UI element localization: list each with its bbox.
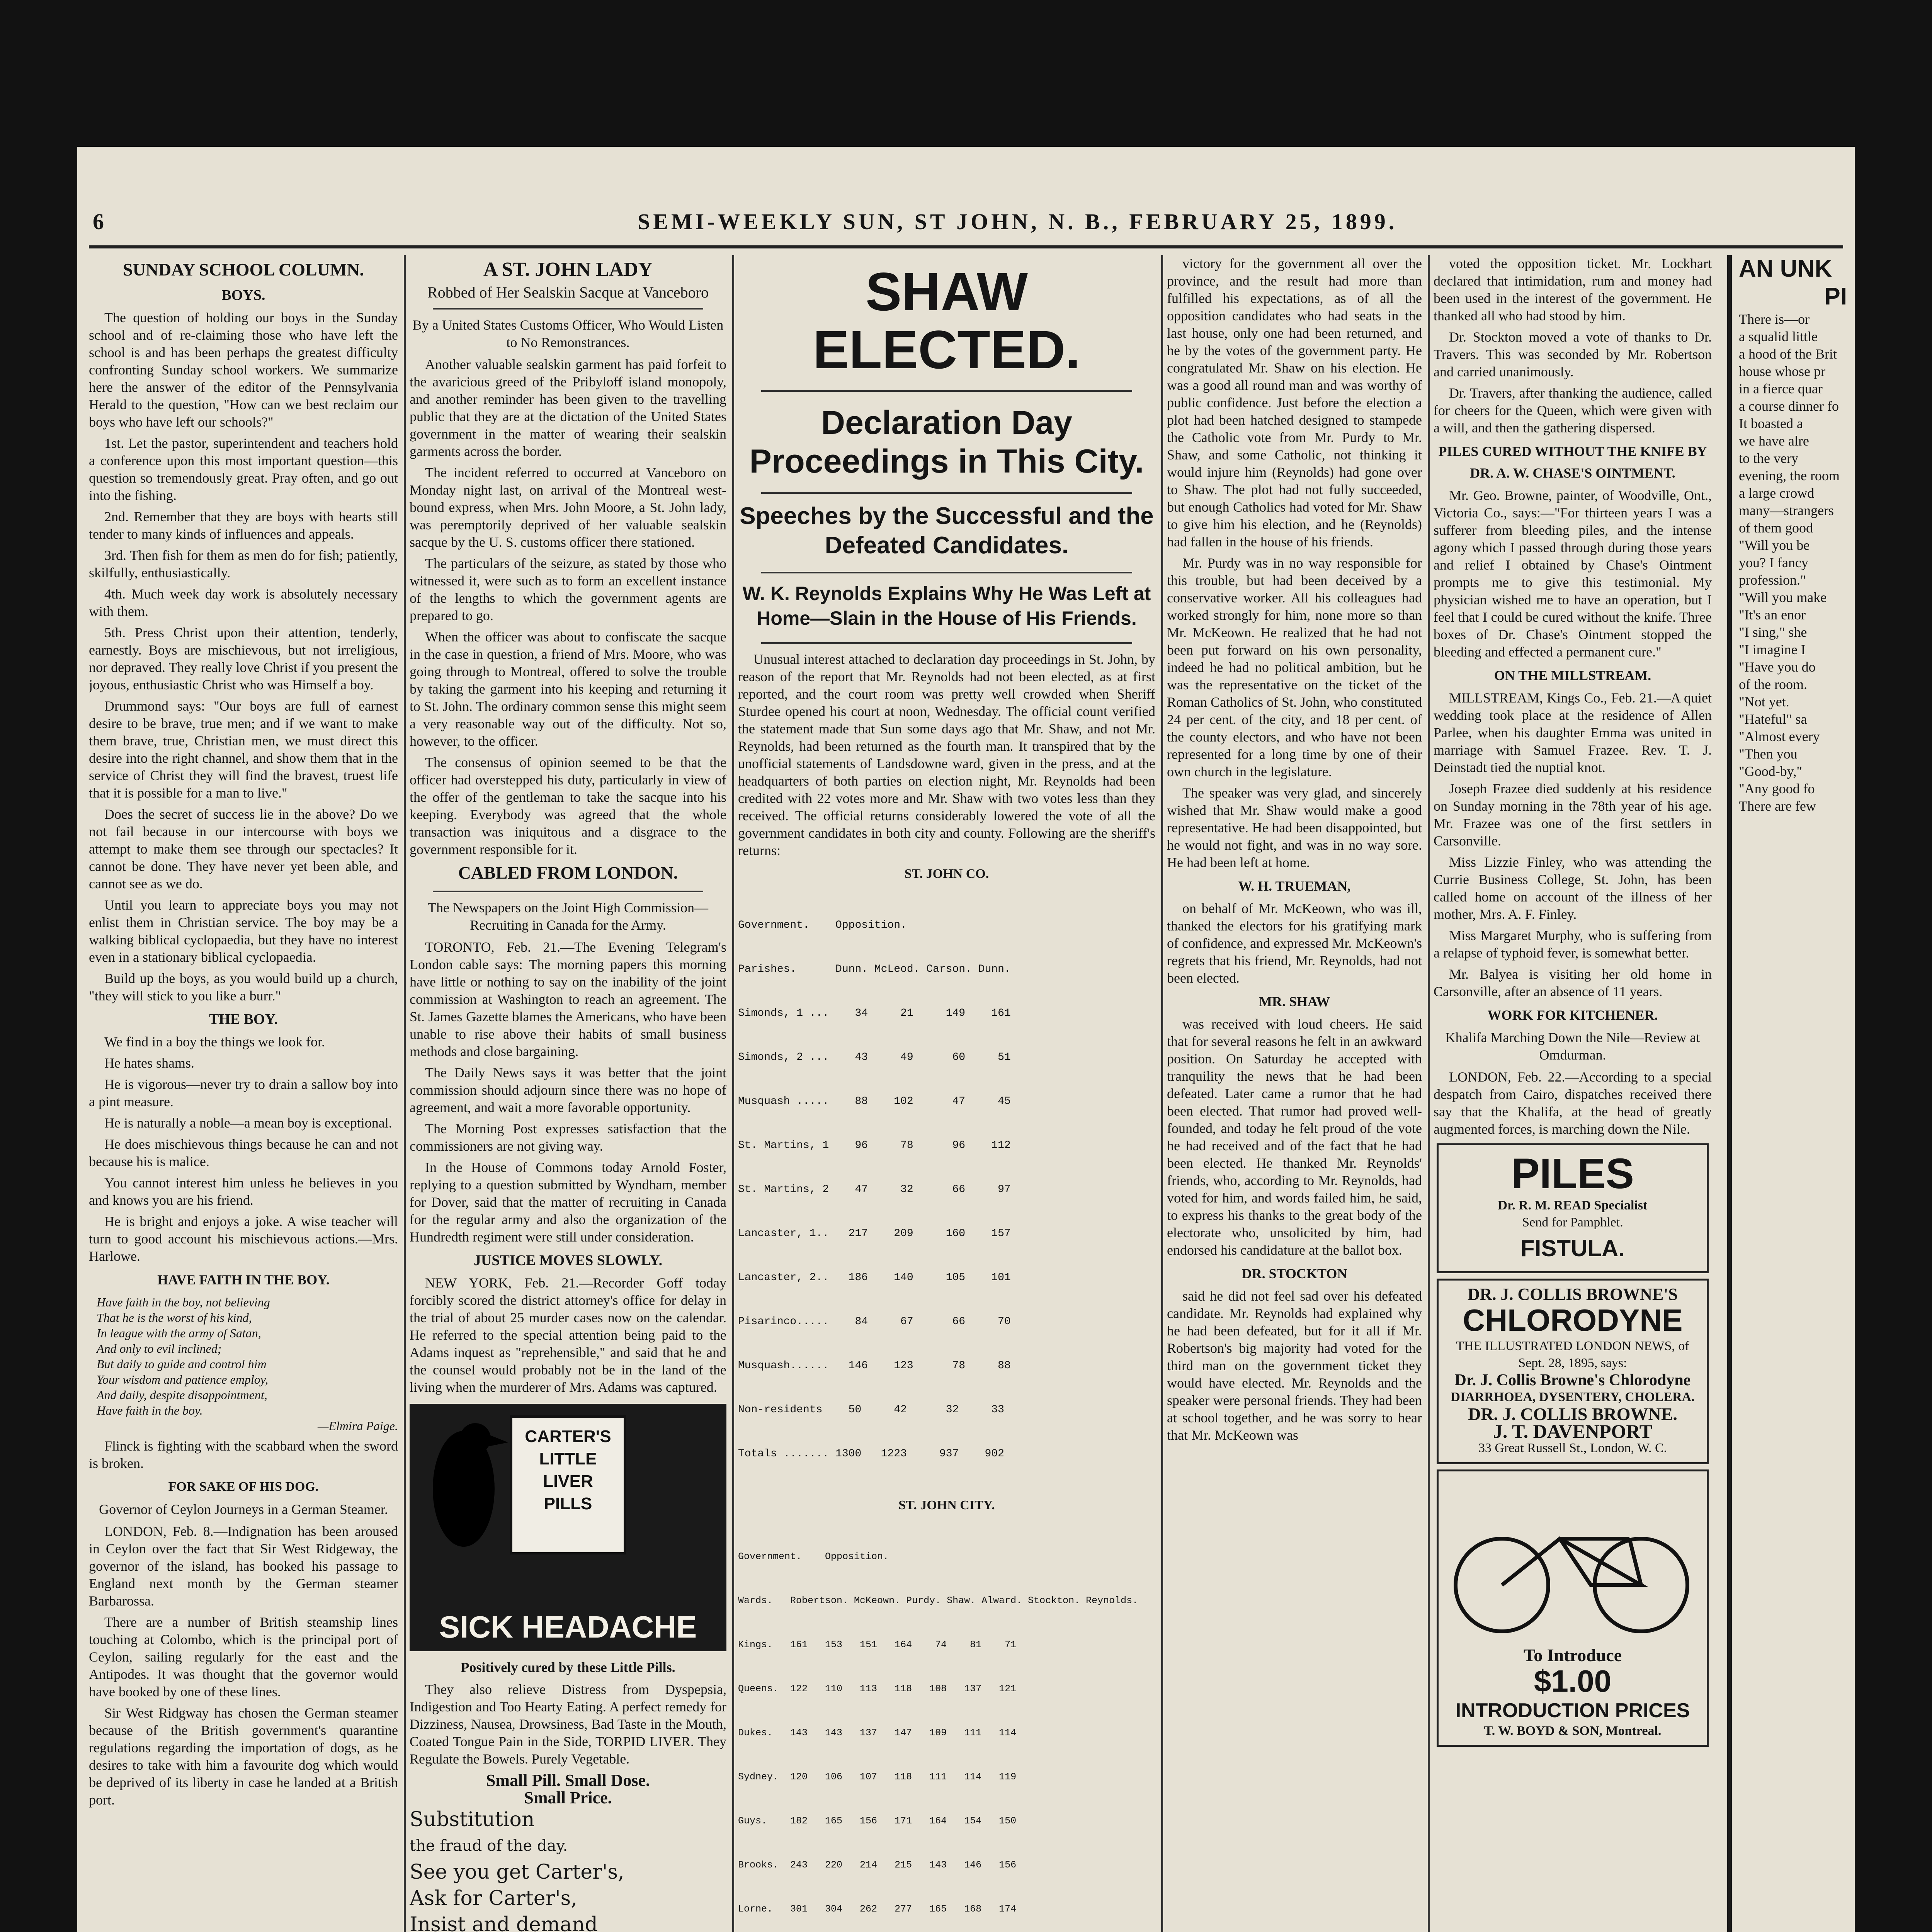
boys-paragraphs xyxy=(89,309,398,1005)
newspaper-page xyxy=(77,147,1855,1932)
paragraph: LONDON, Feb. 22.—According to a special despatch from Cairo, dispatches received there say that the Khalifa, at the head of greatly augmented forces, is marching down the Nile. xyxy=(1434,1069,1712,1137)
table-header: Parishes. Dunn. McLeod. Carson. Dunn. xyxy=(738,963,1011,975)
right-line: to the very xyxy=(1739,451,1798,466)
paragraph-flinck: Flinck is fighting with the scabbard when the sword is broken. xyxy=(89,1438,398,1471)
poem-line: Have faith in the boy. xyxy=(97,1403,203,1417)
carters-body: They also relieve Distress from Dyspepsia, Indigestion and Too Hearty Eating. A perfect remedy for Dizziness, Nausea, Drowsiness, Bad Taste in the Mouth, Coated Tongue Pain in the Side, TORPID LIVER. They Regulate the Bowels. Purely Vegetable. xyxy=(410,1682,726,1767)
paragraph: Dr. Stockton moved a vote of thanks to Dr. Travers. This was seconded by Mr. Robertson and carried unanimously. xyxy=(1434,329,1712,379)
right-line: "Good-by," xyxy=(1739,764,1803,779)
paragraph: Dr. Travers, after thanking the audience, called for cheers for the Queen, which were given with a will, and then the gathering dispersed. xyxy=(1434,385,1712,435)
right-line: "I imagine I xyxy=(1739,642,1806,657)
paragraph: He hates shams. xyxy=(104,1055,194,1071)
carters-box xyxy=(510,1415,626,1554)
chlorodyne-l6: DR. J. COLLIS BROWNE. xyxy=(1468,1404,1677,1424)
heading-shaw: MR. SHAW xyxy=(1259,994,1330,1009)
poem-line: But daily to guide and control him xyxy=(97,1357,267,1371)
deck-speeches: Speeches by the Successful and the Defeated Candidates. xyxy=(740,503,1154,559)
heading-city: ST. JOHN CITY. xyxy=(898,1498,995,1512)
paragraph: When the officer was about to confiscate the sacque in the case in question, a friend of Mrs. Moore, who was going through to Montreal, offered to solve the trouble by taking the garment into his keeping and returning it to St. John. The ordinary common sense this might seem a very reasonable way out of the difficulty. Not so, however, to the officer. xyxy=(410,629,726,749)
poem-author: —Elmira Paige. xyxy=(318,1419,398,1433)
chlorodyne-l1: DR. J. COLLIS BROWNE'S xyxy=(1467,1285,1678,1304)
paragraph: on behalf of Mr. McKeown, who was ill, thanked the electors for his gratifying mark of confidence, and expressed Mr. McKeown's regrets that his friend, Mr. Reynolds, had not been elected. xyxy=(1167,901,1422,986)
divider xyxy=(761,572,1132,573)
carters-mid: LITTLE xyxy=(539,1449,597,1468)
paragraph: The Morning Post expresses satisfaction that the commissioners are not giving way. xyxy=(410,1121,726,1154)
paragraph: In the House of Commons today Arnold Foster, replying to a question submitted by Wyndham, member for Dover, said that the matter of recruiting in Canada for the regular army and also the organization of the Hundredth regiment were still under consideration. xyxy=(410,1160,726,1245)
table-row: Dukes. 143 143 137 147 109 111 114 xyxy=(738,1727,1017,1738)
page-number: 6 xyxy=(93,209,104,234)
carters-top: CARTER'S xyxy=(525,1427,611,1446)
right-line: we have alre xyxy=(1739,433,1809,449)
chlorodyne-l8: 33 Great Russell St., London, W. C. xyxy=(1478,1441,1667,1455)
right-line: a course dinner fo xyxy=(1739,398,1839,414)
paragraph: TORONTO, Feb. 21.—The Evening Telegram's London cable says: The morning papers this morning have little or nothing to say on the inability of the joint commission at Washington to reach an agreement. The St. James Gazette blames the Americans, who have been unable to rise above their habits of small business methods and close bargaining. xyxy=(410,939,726,1059)
poem-line: And daily, despite disappointment, xyxy=(97,1388,267,1402)
paragraph: The Daily News says it was better that the joint commission should adjourn since there was no hope of agreement, and wait a more favorable opportunity. xyxy=(410,1065,726,1115)
right-line: "Will you be xyxy=(1739,537,1810,553)
paragraph: LONDON, Feb. 8.—Indignation has been aroused in Ceylon over the fact that Sir West Ridgeway, the governor of the island, has booked his passage to England next month by the German steamer Barbarossa. xyxy=(89,1524,398,1609)
substitution-line: the fraud of the day. xyxy=(410,1837,568,1855)
right-line: you? I fancy xyxy=(1739,555,1808,570)
subheading-kitchener: Khalifa Marching Down the Nile—Review at Omdurman. xyxy=(1445,1030,1700,1063)
right-line: of them good xyxy=(1739,520,1813,536)
masthead-rule xyxy=(89,245,1843,248)
carters-small xyxy=(410,1772,726,1806)
paragraph: 1st. Let the pastor, superintendent and teachers hold a conference upon this most important question—this question so tremendously great. Pray often, and go out into the fishing. xyxy=(89,435,398,503)
page-gutter xyxy=(1727,255,1732,1932)
paragraph: The particulars of the seizure, as stated by those who witnessed it, were such as to form an excellent instance of the lengths to which the government agents are prepared to go. xyxy=(410,556,726,623)
right-page-fragment xyxy=(1739,255,1847,1932)
paragraph: The incident referred to occurred at Vanceboro on Monday night last, on arrival of the Montreal west-bound express, when Mrs. John Moore, a St. John lady, was peremptorily deprived of her valuable sealskin sacque by the U. S. customs officer there stationed. xyxy=(410,465,726,550)
carters-bot: PILLS xyxy=(544,1494,592,1513)
paragraph: voted the opposition ticket. Mr. Lockhart declared that intimidation, rum and money had been used in the interest of the government. He thanked all who had stood by him. xyxy=(1434,256,1712,323)
carters-small1: Small Pill. xyxy=(486,1771,561,1790)
sick-headache-title: SICK HEADACHE xyxy=(439,1610,697,1644)
carters-mid2: LIVER xyxy=(543,1472,593,1491)
heading-st-john-lady: A ST. JOHN LADY xyxy=(483,259,653,281)
piles-fistula: FISTULA. xyxy=(1520,1235,1625,1261)
table-row: St. Martins, 2 47 32 66 97 xyxy=(738,1184,1011,1196)
poem-line: Have faith in the boy, not believing xyxy=(97,1295,270,1309)
carters-small2: Small Dose. xyxy=(565,1771,650,1790)
paragraph: said he did not feel sad over his defeated candidate. Mr. Reynolds had explained why he had been defeated, but for it all if Mr. Robertson's big majority had voted for the third man on the government ticket they would have elected. Mr. Reynolds and the speaker were personal friends. They had been at school together, and he was sorry to hear that Mr. McKeown was xyxy=(1167,1288,1422,1443)
paragraph: 3rd. Then fish for them as men do for fish; patiently, skilfully, enthusiastically. xyxy=(89,548,398,580)
table-row: Brooks. 243 220 214 215 143 146 156 xyxy=(738,1859,1017,1871)
paragraph: Miss Lizzie Finley, who was attending the Currie Business College, St. John, has been called home on account of the illness of her mother, Mrs. A. F. Finley. xyxy=(1434,854,1712,922)
table-row: Pisarinco..... 84 67 66 70 xyxy=(738,1316,1011,1328)
county-returns-table xyxy=(738,889,1155,1491)
table-row: St. Martins, 1 96 78 96 112 xyxy=(738,1139,1011,1151)
table-row: Musquash...... 146 123 78 88 xyxy=(738,1360,1011,1372)
bicycle-l1: To Introduce xyxy=(1523,1645,1622,1665)
crow-icon xyxy=(417,1412,510,1574)
table-row: Simonds, 2 ... 43 49 60 51 xyxy=(738,1051,1011,1063)
bicycle-illustration xyxy=(1444,1481,1701,1643)
paragraph: The question of holding our boys in the Sunday school and of re-claiming those who have left the school is and has been perhaps the greatest difficulty confronting Sunday school workers. We summarize here the answer of the editor of the Pennsylvania Herald to the question, "How can we best reclaim our boys who have left our schools?" xyxy=(89,310,398,430)
paragraph: He is vigorous—never try to drain a sallow boy into a pint measure. xyxy=(89,1077,398,1109)
table-row: Sydney. 120 106 107 118 111 114 119 xyxy=(738,1771,1017,1782)
table-row: Musquash ..... 88 102 47 45 xyxy=(738,1095,1011,1107)
paragraph: 2nd. Remember that they are boys with hearts still tender to many kinds of influences and appeals. xyxy=(89,509,398,542)
deck-declaration-day: Declaration Day Proceedings in This City. xyxy=(749,404,1144,480)
paragraph: 5th. Press Christ upon their attention, tenderly, earnestly. Boys are mischievous, but not irreligious, nor depraved. They really love Christ if you present the joyous, enthusiastic Christ who was Himself a boy. xyxy=(89,625,398,692)
table-row: Lancaster, 2.. 186 140 105 101 xyxy=(738,1272,1011,1284)
subheading-dog: Governor of Ceylon Journeys in a German Steamer. xyxy=(99,1502,388,1517)
column-local-news xyxy=(1434,255,1712,1932)
paragraph: 4th. Much week day work is absolutely necessary with them. xyxy=(89,586,398,619)
heading-stockton: DR. STOCKTON xyxy=(1242,1266,1347,1281)
chlorodyne-l4: Dr. J. Collis Browne's Chlorodyne xyxy=(1454,1371,1691,1389)
paragraph: Until you learn to appreciate boys you may not enlist them in Christian service. The boy may be a walking biblical cyclopaedia, but they have no interest even in a stationary biblical cyclopaedia. xyxy=(89,897,398,965)
right-heading: AN UNK xyxy=(1739,255,1832,282)
piles-sub: Send for Pamphlet. xyxy=(1522,1215,1623,1230)
heading-have-faith: HAVE FAITH IN THE BOY. xyxy=(157,1272,330,1287)
paragraph: Miss Margaret Murphy, who is suffering from a relapse of typhoid fever, is somewhat better. xyxy=(1434,928,1712,961)
right-line: a large crowd xyxy=(1739,485,1815,501)
paragraph: Sir West Ridgway has chosen the German steamer because of the British government's quarantine regulations regarding the importation of dogs, as he desires to take with him a favourite dog which would be deprived of its liberty in case he landed at a British port. xyxy=(89,1705,398,1808)
paragraph: Another valuable sealskin garment has paid forfeit to the avaricious greed of the Pribyloff island monopoly, and another reminder has been given to the travelling public that they are at the dictation of the United States government in the matter of wearing their sealskin garments across the border. xyxy=(410,357,726,459)
right-line: "Have you do xyxy=(1739,659,1816,675)
substitution-line: Substitution xyxy=(410,1808,535,1831)
bicycle-price: $1.00 xyxy=(1534,1664,1612,1698)
right-line: "It's an enor xyxy=(1739,607,1806,622)
heading-county: ST. JOHN CO. xyxy=(904,867,989,881)
paragraph: MILLSTREAM, Kings Co., Feb. 21.—A quiet wedding took place at the residence of Allen Parlee, when his daughter Emma was united in marriage with Samuel Frazee. Rev. T. J. Deinstadt tied the nuptial knot. xyxy=(1434,690,1712,775)
carters-sub: Positively cured by these Little Pills. xyxy=(461,1660,675,1675)
bicycle-l2: INTRODUCTION PRICES xyxy=(1455,1699,1690,1722)
paragraph: Mr. Purdy was in no way responsible for this trouble, but had been deceived by a conservative worker. All his colleagues had worked strongly for him, none more so than Mr. McKeown. He realized that he had not been put forward on his own personality, indeed he had no political ambition, but he was the representative on the ticket of the Roman Catholics of St. John, who constituted 24 per cent. of the city, and 18 per cent. of the county electors, and who have not been represented for a long time by one of their own church in the legislature. xyxy=(1167,555,1422,779)
column-divider xyxy=(404,255,406,1932)
right-line: "Any good fo xyxy=(1739,781,1815,796)
table-row: Lorne. 301 304 262 277 165 168 174 xyxy=(738,1903,1017,1915)
bicycle-l3: T. W. BOYD & SON, Montreal. xyxy=(1484,1724,1662,1738)
piles-ad xyxy=(1437,1143,1709,1273)
right-line: of the room. xyxy=(1739,677,1807,692)
bicycle-icon xyxy=(1444,1481,1699,1643)
paragraph: Mr. Geo. Browne, painter, of Woodville, Ont., Victoria Co., says:—"For thirteen years I was a sufferer from bleeding piles, and the intense agony which I passed through during those years and relief I obtained by Chase's Ointment prompts me to give this testimonial. My physician wished me to have an operation, but I feel that I could be cured without the knife. Three boxes of Dr. Chase's Ointment stopped the bleeding and effected a permanent cure." xyxy=(1434,488,1712,660)
right-line: It boasted a xyxy=(1739,416,1803,431)
divider xyxy=(761,390,1132,392)
divider xyxy=(433,891,703,892)
chlorodyne-l2: CHLORODYNE xyxy=(1463,1303,1683,1337)
chlorodyne-l3: THE ILLUSTRATED LONDON NEWS, of Sept. 28, 1895, says: xyxy=(1456,1339,1689,1370)
poem-line: And only to evil inclined; xyxy=(97,1342,222,1355)
paragraph: You cannot interest him unless he believes in you and knows you are his friend. xyxy=(89,1175,398,1208)
paragraph: Build up the boys, as you would build up a church, "they will stick to you like a burr." xyxy=(89,971,398,1003)
heading-trueman: W. H. TRUEMAN, xyxy=(1238,878,1351,894)
paragraph: Mr. Balyea is visiting her old home in Carsonville, after an absence of 11 years. xyxy=(1434,966,1712,999)
heading-cabled: CABLED FROM LONDON. xyxy=(458,863,678,883)
table-total: Totals ....... 1300 1223 937 902 xyxy=(738,1448,1004,1460)
chlorodyne-ad xyxy=(1437,1279,1709,1464)
paragraph: was received with loud cheers. He said that for several reasons he felt in an awkward position. On Saturday he accepted with tranquility the news that he had been defeated. Later came a rumor that he had been elected. That rumor had proved well-founded, and today he felt proud of the vote he had received and of the fact that he had been elected. He thanked Mr. Reynolds' friends, who, according to Mr. Reynolds, had voted for him, and words failed him, he said, to express his thanks to the great body of the electorate who, unsolicited by him, had endorsed his candidature at the ballot box. xyxy=(1167,1016,1422,1258)
paragraph: victory for the government all over the province, and the result had more than fulfilled his expectations, as of all the opposition candidates who had seats in the last house, only one had been returned, and he by the votes of the government party. He congratulated Mr. Shaw on his election. He was a good all round man and was worthy of public confidence. Just before the election a plot had been hatched designed to stampede the Catholic vote from Mr. Purdy to Mr. Shaw, and some Catholic, not thinking it would injure him (Reynolds) had gone over to Shaw. The plot had not fully succeeded, but enough Catholics had voted for Mr. Shaw to give him his election, and he (Reynolds) had fallen in the house of his friends. xyxy=(1167,256,1422,549)
right-line: "Almost every xyxy=(1739,729,1820,744)
right-line: "Not yet. xyxy=(1739,694,1789,709)
divider xyxy=(761,642,1132,644)
paragraph: The speaker was very glad, and sincerely wished that Mr. Shaw would make a good representative. He had been disappointed, but he would not fight, and was in no way sore. He had been left at home. xyxy=(1167,785,1422,870)
paragraph: Unusual interest attached to declaration day proceedings in St. John, by reason of the report that Mr. Reynolds had not been elected, as at first reported, and the court room was pretty well crowded when Sheriff Sturdee opened his court at noon, Wednesday. The official count verified the statement made that Sun some days ago that Mr. Shaw, and not Mr. Reynolds, had been returned as the fourth man. It transpired that by the unofficial statements of Landsdowne ward, given in the press, and at the headquarters of both parties on election night, Mr. Reynolds had been credited with 22 votes more and Mr. Shaw with two votes less than they received. The official returns considerably lowered the vote of all the government candidates in both city and county. Following are the sheriff's returns: xyxy=(738,651,1155,858)
subheading-customs: By a United States Customs Officer, Who Would Listen to No Remonstrances. xyxy=(412,317,724,350)
masthead-title: SEMI-WEEKLY SUN, ST JOHN, N. B., FEBRUARY 25, 1899. xyxy=(638,209,1398,234)
right-line: in a fierce quar xyxy=(1739,381,1823,396)
paragraph: Joseph Frazee died suddenly at his residence on Sunday morning in the 78th year of his age. Mr. Frazee was one of the first settlers in Carsonville. xyxy=(1434,781,1712,849)
heading-piles-cured: PILES CURED WITHOUT THE KNIFE BY DR. A. W. CHASE'S OINTMENT. xyxy=(1438,444,1707,481)
piles-specialist: Dr. R. M. READ Specialist xyxy=(1498,1198,1648,1213)
divider xyxy=(761,492,1132,494)
table-row: Simonds, 1 ... 34 21 149 161 xyxy=(738,1007,1011,1019)
poem xyxy=(97,1294,398,1434)
right-line: "Will you make xyxy=(1739,590,1827,605)
headline-shaw-elected: SHAW ELECTED. xyxy=(813,261,1081,380)
substitution-line: See you get Carter's, xyxy=(410,1861,624,1884)
column-shaw-elected xyxy=(738,255,1155,1932)
right-heading2: PI xyxy=(1824,283,1847,310)
heading-dog: FOR SAKE OF HIS DOG. xyxy=(168,1480,319,1494)
column-sunday-school xyxy=(89,255,398,1932)
paragraph: He is naturally a noble—a mean boy is exceptional. xyxy=(104,1115,392,1131)
right-line: "Hateful" sa xyxy=(1739,711,1807,727)
heading-justice: JUSTICE MOVES SLOWLY. xyxy=(473,1252,663,1269)
table-row: Queens. 122 110 113 118 108 137 121 xyxy=(738,1683,1017,1694)
bicycle-ad xyxy=(1437,1469,1709,1747)
right-line: profession." xyxy=(1739,572,1806,588)
heading-boys: BOYS. xyxy=(221,287,265,303)
heading-the-boy: THE BOY. xyxy=(209,1011,278,1027)
right-line: evening, the room xyxy=(1739,468,1840,483)
paragraph: We find in a boy the things we look for. xyxy=(104,1034,325,1049)
paragraph: NEW YORK, Feb. 21.—Recorder Goff today forcibly scored the district attorney's office for delay in the trial of about 25 murder cases now on the calendar. He referred to the special attention being paid to the Adams inquest as "reprehensible," and said that he and the counsel would probably not be in the land of the living when the murderer of Mrs. Adams was captured. xyxy=(410,1275,726,1395)
poem-line: Your wisdom and patience employ, xyxy=(97,1372,269,1386)
table-row: Kings. 161 153 151 164 74 81 71 xyxy=(738,1639,1017,1650)
table-subheader: Government. Opposition. xyxy=(738,919,907,931)
right-line: a squalid little xyxy=(1739,329,1818,344)
piles-big: PILES xyxy=(1511,1150,1634,1197)
poem-line: In league with the army of Satan, xyxy=(97,1326,261,1340)
right-line: There are few xyxy=(1739,798,1816,814)
table-header: Wards. Robertson. McKeown. Purdy. Shaw. Alward. Stockton. Reynolds. xyxy=(738,1595,1138,1606)
column-divider xyxy=(1428,255,1430,1932)
masthead xyxy=(77,201,1855,243)
right-line: "I sing," she xyxy=(1739,624,1807,640)
table-row: Guys. 182 165 156 171 164 154 150 xyxy=(738,1815,1017,1827)
paragraph: Drummond says: "Our boys are full of earnest desire to be brave, true men; and if we want to make them brave, true, Christian men, we must direct this desire into the right channel, and show them that in the service of Christ they will find the bravest, truest life that it is possible for a man to live." xyxy=(89,698,398,801)
right-line: "Then you xyxy=(1739,746,1798,762)
carters-small3: Small Price. xyxy=(524,1788,612,1807)
column-st-john-lady xyxy=(410,255,726,1932)
table-row: Lancaster, 1.. 217 209 160 157 xyxy=(738,1228,1011,1240)
subheading-cabled: The Newspapers on the Joint High Commission—Recruiting in Canada for the Army. xyxy=(428,900,708,933)
chlorodyne-l5: DIARRHOEA, DYSENTERY, CHOLERA. xyxy=(1451,1390,1695,1404)
chlorodyne-l7: J. T. DAVENPORT xyxy=(1493,1420,1653,1442)
subheading-robbed: Robbed of Her Sealskin Sacque at Vanceboro xyxy=(427,284,709,301)
paragraph: He is bright and enjoys a joke. A wise teacher will turn to good account his mischievous actions.—Mrs. Harlowe. xyxy=(89,1214,398,1264)
heading-millstream: ON THE MILLSTREAM. xyxy=(1494,668,1651,683)
paragraph: He does mischievous things because he can and not because his is malice. xyxy=(89,1136,398,1169)
substitution-line: Insist and demand xyxy=(410,1913,598,1932)
substitution-line: Ask for Carter's, xyxy=(410,1887,577,1910)
table-subheader: Government. Opposition. xyxy=(738,1551,889,1562)
substitution-ad xyxy=(410,1806,726,1932)
poem-line: That he is the worst of his kind, xyxy=(97,1311,252,1325)
divider xyxy=(433,308,703,310)
heading-kitchener: WORK FOR KITCHENER. xyxy=(1487,1007,1658,1023)
column-speeches xyxy=(1167,255,1422,1932)
right-line: a hood of the Brit xyxy=(1739,346,1837,362)
deck-reynolds: W. K. Reynolds Explains Why He Was Left at Home—Slain in the House of His Friends. xyxy=(742,583,1151,629)
carters-pills-ad xyxy=(410,1404,726,1651)
paragraph: Does the secret of success lie in the above? Do we not fail because in our intercourse with boys we attempt to make them see through our spectacles? It cannot be done. They have never yet been able, and cannot see as we do. xyxy=(89,806,398,891)
right-line: many—strangers xyxy=(1739,503,1834,518)
city-returns-table xyxy=(738,1520,1155,1932)
column-divider xyxy=(732,255,734,1932)
table-row: Non-residents 50 42 32 33 xyxy=(738,1404,1004,1416)
right-line: There is—or xyxy=(1739,311,1810,327)
heading-sunday-school: SUNDAY SCHOOL COLUMN. xyxy=(122,260,364,279)
paragraph: The consensus of opinion seemed to be that the officer had overstepped his duty, particularly in view of the offer of the gentleman to take the sacque into his keeping. Everybody was agreed that the whole transaction was iniquitous and a disgrace to the government responsible for it. xyxy=(410,755,726,857)
paragraph: There are a number of British steamship lines touching at Colombo, which is the principal port of Ceylon, sailing regularly for the east and the Antipodes. It was thought that the governor would have booked by one of these lines. xyxy=(89,1614,398,1699)
column-divider xyxy=(1161,255,1163,1932)
right-line: house whose pr xyxy=(1739,364,1825,379)
